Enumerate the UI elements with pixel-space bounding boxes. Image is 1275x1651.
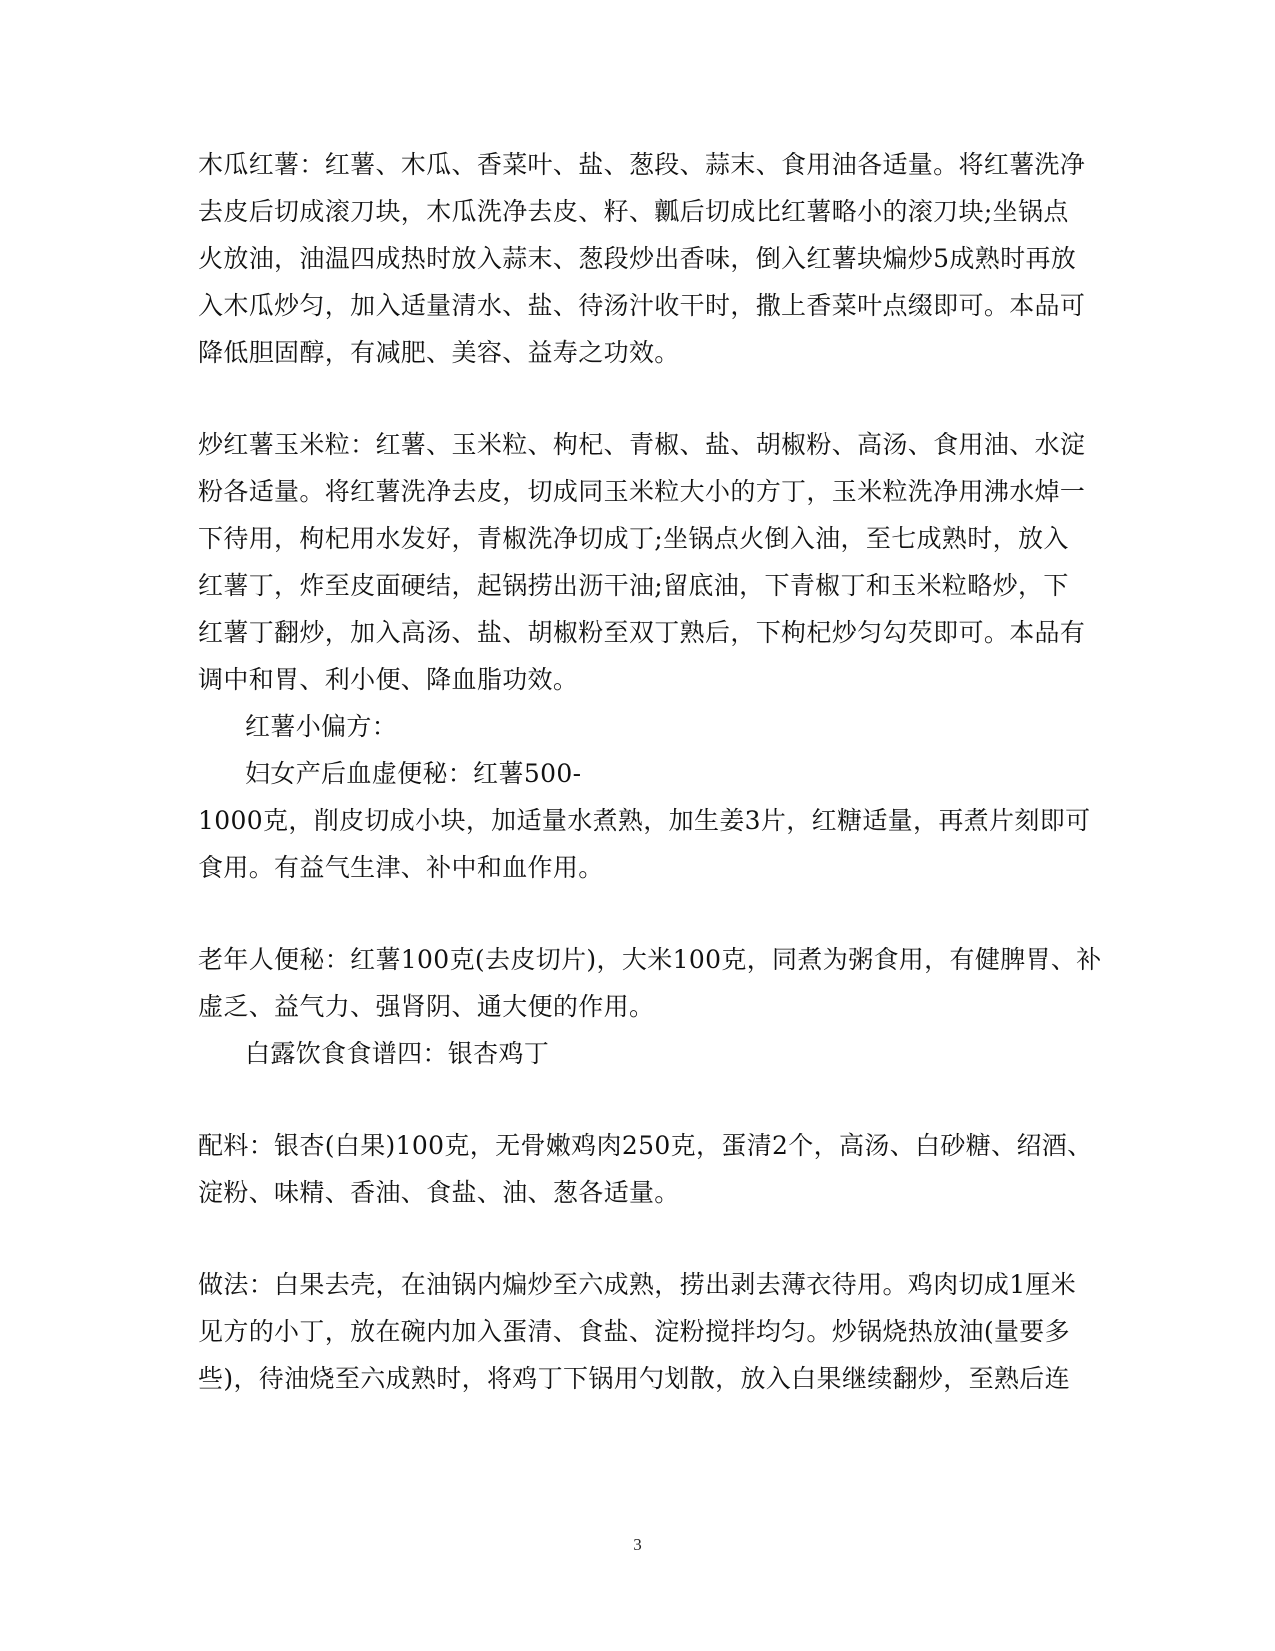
- text-line: 见方的小丁，放在碗内加入蛋清、食盐、淀粉搅拌均匀。炒锅烧热放油(量要多: [198, 1317, 1071, 1346]
- text-line: 下待用，枸杞用水发好，青椒洗净切成丁;坐锅点火倒入油，至七成熟时，放入: [198, 524, 1069, 553]
- section-heading: 白露饮食食谱四：银杏鸡丁: [245, 1039, 550, 1068]
- page-number: 3: [633, 1535, 642, 1554]
- text-line: 木瓜红薯：红薯、木瓜、香菜叶、盐、葱段、蒜末、食用油各适量。将红薯洗净: [198, 150, 1086, 179]
- text-line: 做法：白果去壳，在油锅内煸炒至六成熟，捞出剥去薄衣待用。鸡肉切成1厘米: [198, 1270, 1077, 1299]
- text-line: 炒红薯玉米粒：红薯、玉米粒、枸杞、青椒、盐、胡椒粉、高汤、食用油、水淀: [198, 430, 1086, 459]
- text-line: 火放油，油温四成热时放入蒜末、葱段炒出香味，倒入红薯块煸炒5成熟时再放: [198, 244, 1077, 273]
- text-line: 些)，待油烧至六成熟时，将鸡丁下锅用勺划散，放入白果继续翻炒，至熟后连: [198, 1364, 1071, 1393]
- text-line: 配料：银杏(白果)100克，无骨嫩鸡肉250克，蛋清2个，高汤、白砂糖、绍酒、: [198, 1131, 1093, 1160]
- section-heading: 红薯小偏方：: [245, 712, 398, 741]
- text-line: 淀粉、味精、香油、食盐、油、葱各适量。: [198, 1178, 680, 1207]
- text-line: 粉各适量。将红薯洗净去皮，切成同玉米粒大小的方丁，玉米粒洗净用沸水焯一: [198, 477, 1086, 506]
- text-line: 去皮后切成滚刀块，木瓜洗净去皮、籽、瓤后切成比红薯略小的滚刀块;坐锅点: [198, 197, 1069, 226]
- text-line: 红薯丁，炸至皮面硬结，起锅捞出沥干油;留底油，下青椒丁和玉米粒略炒，下: [198, 571, 1069, 600]
- text-line: 调中和胃、利小便、降血脂功效。: [198, 665, 579, 694]
- text-line: 入木瓜炒匀，加入适量清水、盐、待汤汁收干时，撒上香菜叶点缀即可。本品可: [198, 291, 1086, 320]
- text-line: 1000克，削皮切成小块，加适量水煮熟，加生姜3片，红糖适量，再煮片刻即可: [198, 806, 1091, 835]
- text-line: 老年人便秘：红薯100克(去皮切片)，大米100克，同煮为粥食用，有健脾胃、补: [198, 945, 1102, 974]
- text-line: 妇女产后血虚便秘：红薯500-: [245, 759, 582, 788]
- text-line: 降低胆固醇，有减肥、美容、益寿之功效。: [198, 338, 680, 367]
- text-line: 虚乏、益气力、强肾阴、通大便的作用。: [198, 992, 655, 1021]
- text-line: 红薯丁翻炒，加入高汤、盐、胡椒粉至双丁熟后，下枸杞炒匀勾芡即可。本品有: [198, 618, 1086, 647]
- text-line: 食用。有益气生津、补中和血作用。: [198, 853, 604, 882]
